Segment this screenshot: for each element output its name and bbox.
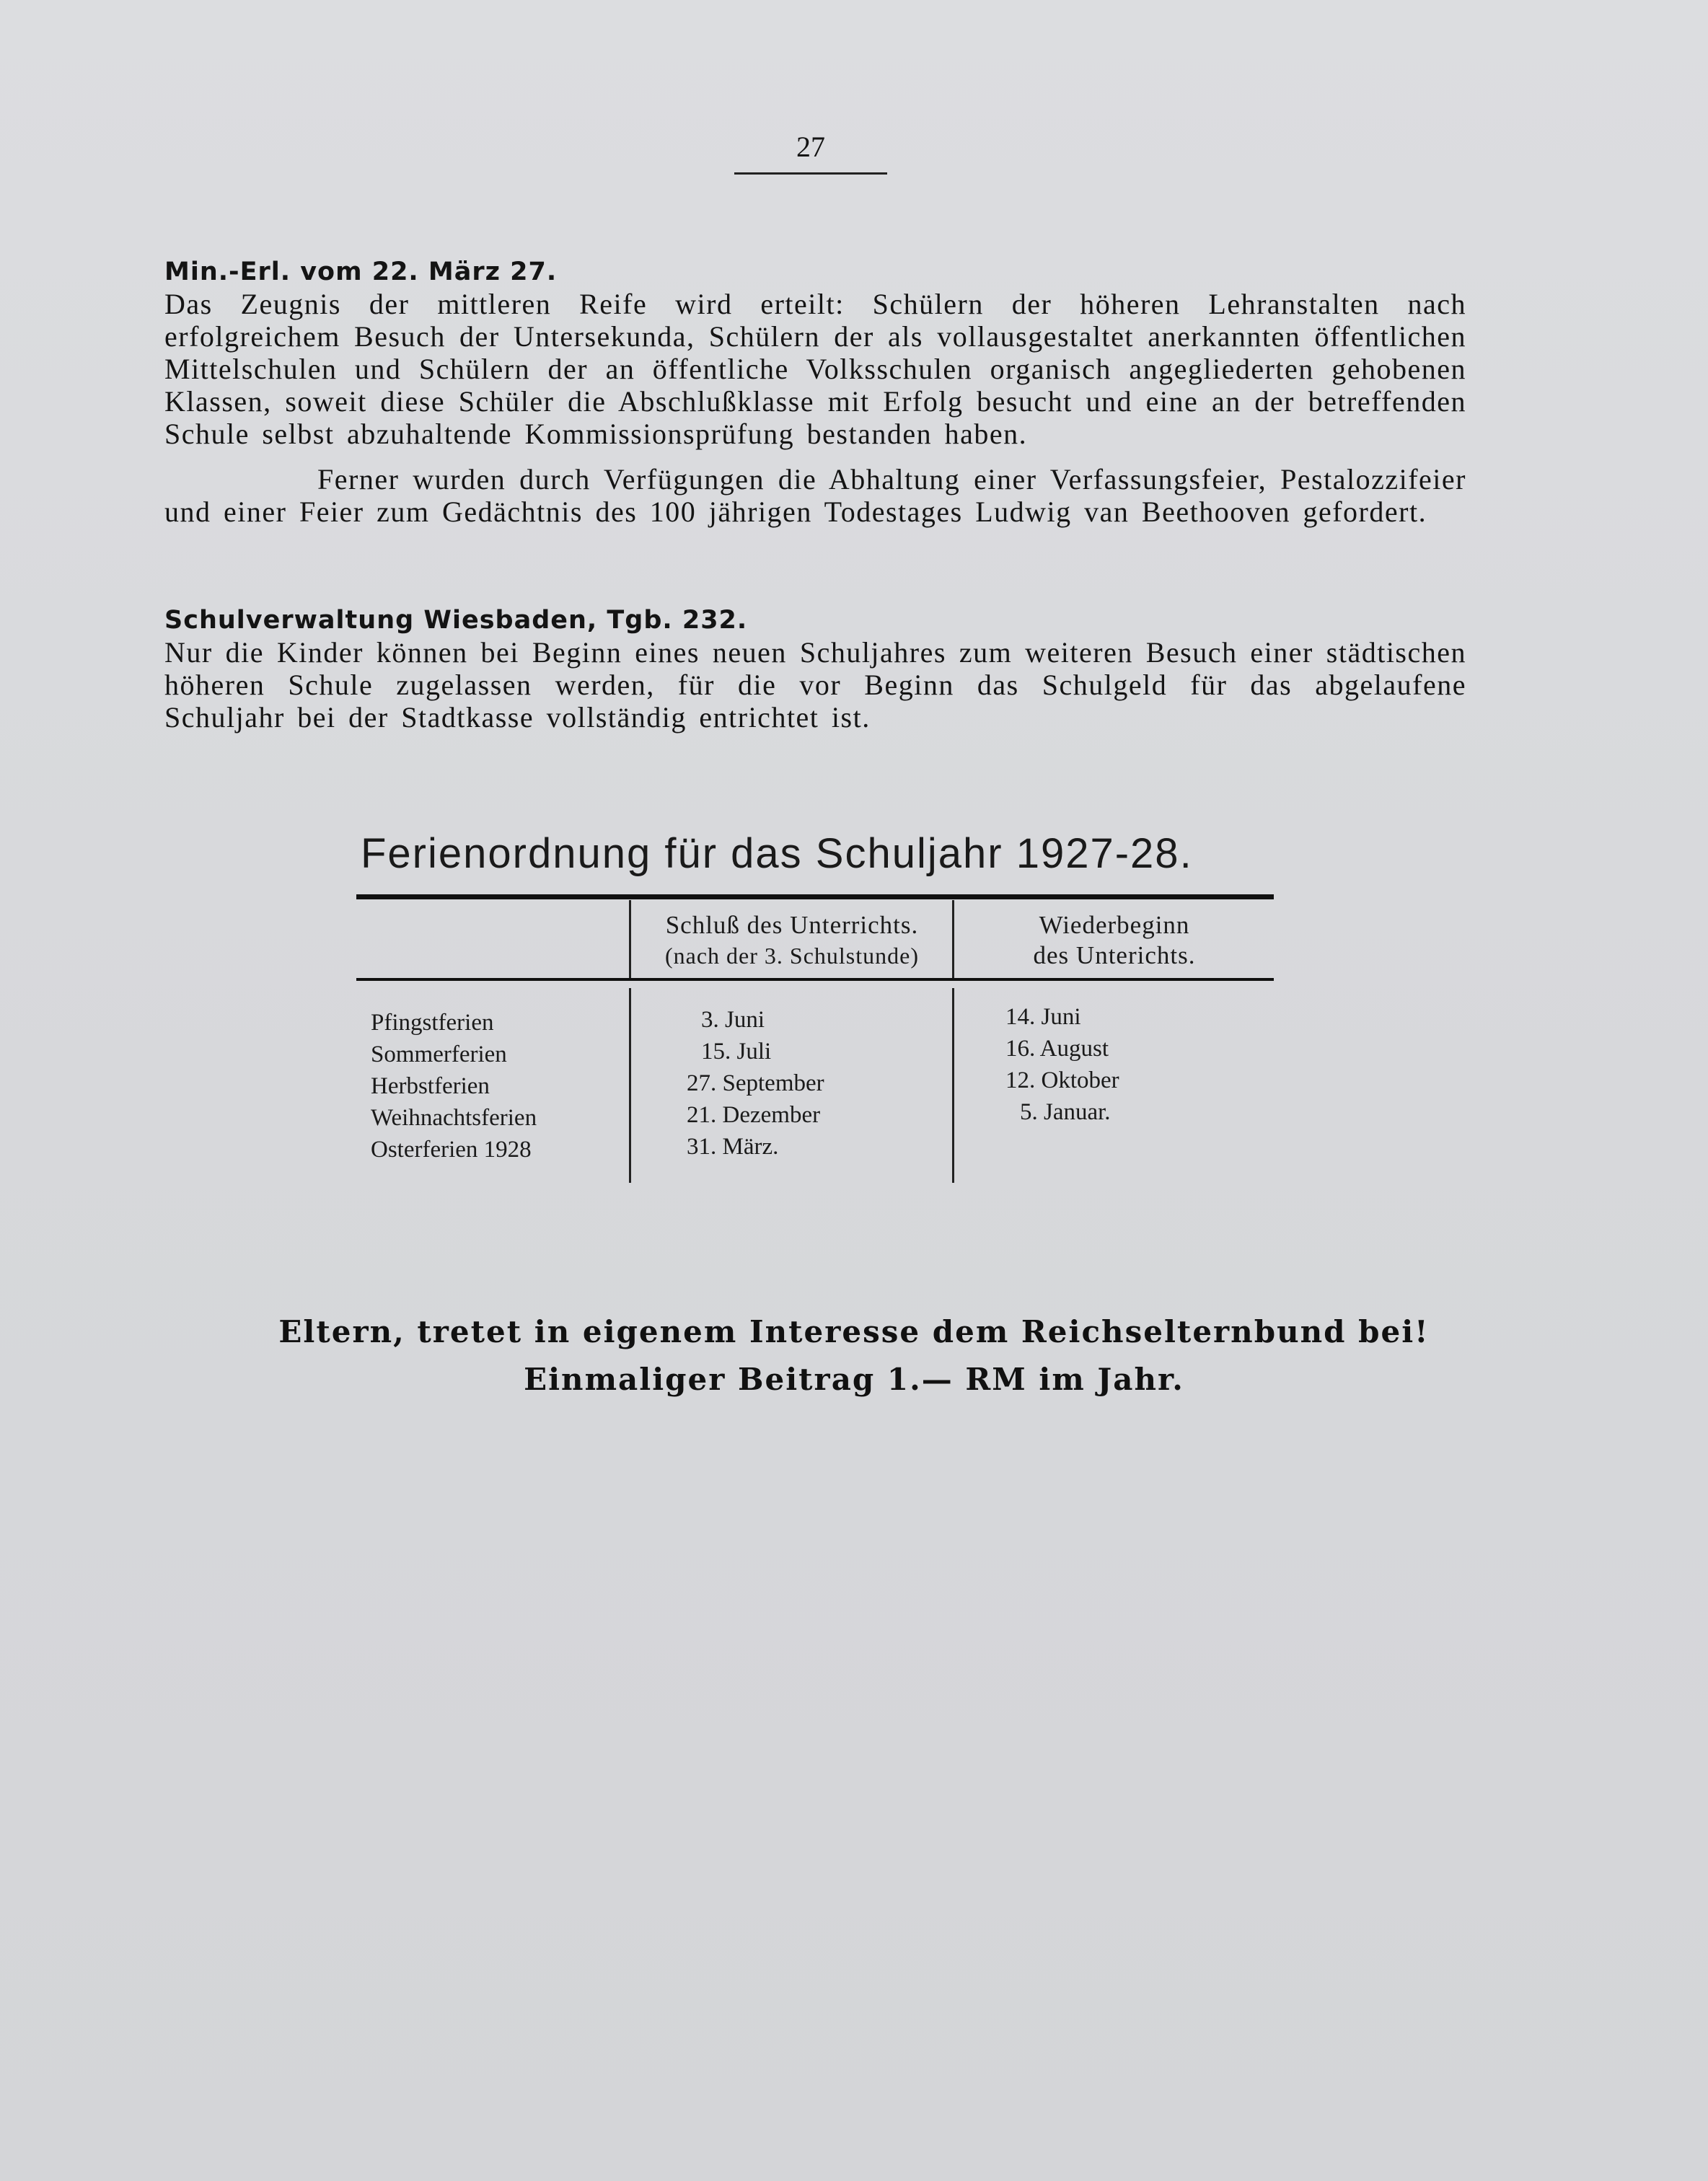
table-top-rule — [356, 894, 1274, 899]
row-schluss: 31. März. — [687, 1134, 779, 1160]
row-wiederbeginn: 5. Januar. — [1020, 1099, 1111, 1125]
header-wiederbeginn-line1: Wiederbeginn — [1039, 911, 1190, 939]
row-schluss: 27. September — [687, 1070, 824, 1096]
section-min-erl — [164, 256, 1466, 528]
body-divider-2 — [952, 988, 954, 1183]
section-schulverwaltung — [164, 604, 1466, 733]
table-header-rule — [356, 978, 1274, 981]
section-heading-min-erl: Min.-Erl. vom 22. März 27. — [164, 257, 558, 286]
header-schluss-subtitle: (nach der 3. Schulstunde) — [664, 943, 919, 969]
ferienordnung-title: Ferienordnung für das Schuljahr 1927-28. — [361, 830, 1193, 877]
header-divider-2 — [952, 900, 954, 978]
ferien-table — [356, 894, 1274, 1183]
row-name: Osterferien 1928 — [371, 1137, 532, 1163]
section-heading-schulverwaltung: Schulverwaltung Wiesbaden, Tgb. 232. — [164, 606, 748, 635]
row-name: Sommerferien — [371, 1041, 507, 1067]
footer-appeal: Eltern, tretet in eigenem Interesse dem Reichselternbund bei! — [278, 1314, 1430, 1349]
footer-beitrag: Einmaliger Beitrag 1.— RM im Jahr. — [524, 1362, 1184, 1397]
row-wiederbeginn: 12. Oktober — [1005, 1067, 1119, 1093]
paragraph-feiern: Ferner wurden durch Verfügungen die Abhaltung einer Verfassungsfeier, Pestalozzifeier und einer Feier zum Gedächtnis des 100 jährigen Todestages Ludwig van Beethooven gefordert. — [164, 463, 1466, 528]
row-schluss: 21. Dezember — [687, 1102, 821, 1128]
body-divider-1 — [629, 988, 631, 1183]
header-wiederbeginn — [955, 910, 1274, 971]
row-wiederbeginn: 16. August — [1005, 1036, 1109, 1062]
header-schluss — [632, 910, 952, 971]
paragraph-mittlere-reife: Das Zeugnis der mittleren Reife wird erteilt: Schülern der höheren Lehranstalten nach erfolgreichem Besuch der Untersekunda, Schülern der als vollausgestaltet anerkannten öffentlichen Mittelschulen und Schülern der an öffentliche Volksschulen organisch angegliederten gehobenen Klassen, soweit diese Schüler die Abschlußklasse mit Erfolg besucht und eine an der betreffenden Schule selbst abzuhaltende Kommissionsprüfung bestanden haben. — [164, 288, 1466, 450]
header-wiederbeginn-line2: des Unterichts. — [1033, 941, 1196, 969]
header-schluss-title: Schluß des Unterrichts. — [665, 911, 919, 939]
row-wiederbeginn: 14. Juni — [1005, 1004, 1081, 1030]
row-schluss: 3. Juni — [701, 1007, 765, 1033]
row-name: Herbstferien — [371, 1073, 490, 1099]
page-number: 27 — [734, 130, 887, 175]
row-schluss: 15. Juli — [701, 1039, 772, 1065]
row-name: Weihnachtsferien — [371, 1105, 537, 1131]
row-name: Pfingstferien — [371, 1010, 494, 1036]
header-divider-1 — [629, 900, 631, 978]
paragraph-schulgeld: Nur die Kinder können bei Beginn eines neuen Schuljahres zum weiteren Besuch einer städtischen höheren Schule zugelassen werden, für die vor Beginn das Schulgeld für das abgelaufene Schuljahr bei der Stadtkasse vollständig entrichtet ist. — [164, 636, 1466, 733]
